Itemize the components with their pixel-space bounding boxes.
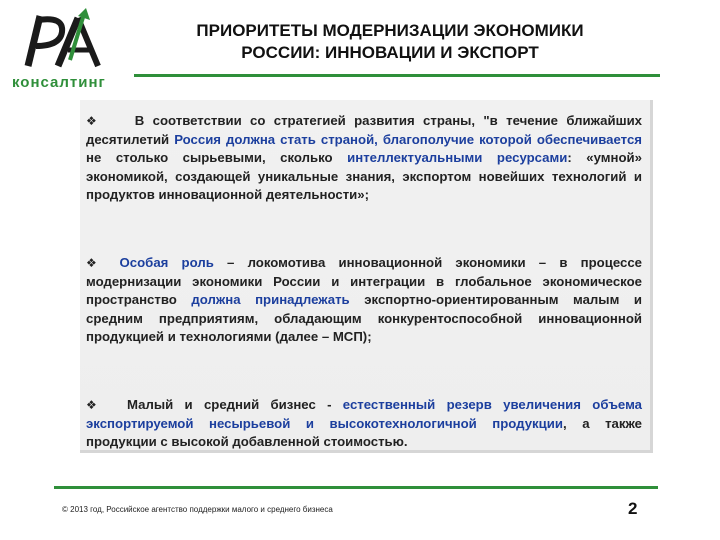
title-line-1: ПРИОРИТЕТЫ МОДЕРНИЗАЦИИ ЭКОНОМИКИ [196, 21, 584, 40]
paragraph-text: не столько сырьевыми, сколько [86, 150, 348, 166]
paragraph-role [86, 254, 642, 347]
paragraph-text: : «умной» экономикой, создающей уникальные знания, экспортом новейших технологий и продуктов инновационной деятельности»; [86, 150, 642, 203]
footer-copyright: © 2013 год, Российское агентство поддержки малого и среднего бизнеса [62, 505, 333, 514]
paragraph-text: экспортно-ориентированным малым и средним предприятиям, обладающим конкурентоспособной инновационной продукцией и технологиями (далее – МСП); [86, 292, 642, 345]
footer-divider [54, 486, 658, 489]
diamond-bullet-icon: ❖ [86, 114, 102, 128]
logo-wordmark: консалтинг [12, 74, 106, 91]
paragraph-strategy [86, 112, 642, 205]
paragraph-text: , а также продукции с высокой добавленной стоимостью. [86, 415, 642, 450]
diamond-bullet-icon: ❖ [86, 398, 105, 412]
highlight-text: естественный резерв увеличения объема экспортируемой несырьевой и высокотехнологичной продукции [86, 397, 643, 431]
paragraph-text: – локомотива инновационной экономики – в процессе модернизации экономики России и интеграции в глобальное экономическое пространство [86, 255, 642, 308]
paragraph-text: Малый и средний бизнес - [127, 397, 343, 412]
content-panel [80, 100, 653, 453]
title-divider [134, 74, 660, 77]
highlight-text: Особая роль [119, 255, 214, 270]
company-logo [6, 8, 128, 91]
page-title [140, 20, 640, 64]
highlight-text: Россия должна стать страной, благополучие которой обеспечивается [174, 131, 642, 147]
paragraph-text: В соответствии со стратегией развития страны, "в течение ближайших десятилетий [86, 113, 643, 147]
paragraph-business [86, 396, 642, 452]
page-number: 2 [628, 499, 638, 518]
title-line-2: РОССИИ: ИННОВАЦИИ И ЭКСПОРТ [241, 43, 539, 62]
pa-logo-icon [6, 8, 128, 70]
highlight-text: интеллектуальными ресурсами [347, 150, 568, 166]
highlight-text: должна принадлежать [191, 292, 350, 308]
diamond-bullet-icon: ❖ [86, 256, 107, 270]
